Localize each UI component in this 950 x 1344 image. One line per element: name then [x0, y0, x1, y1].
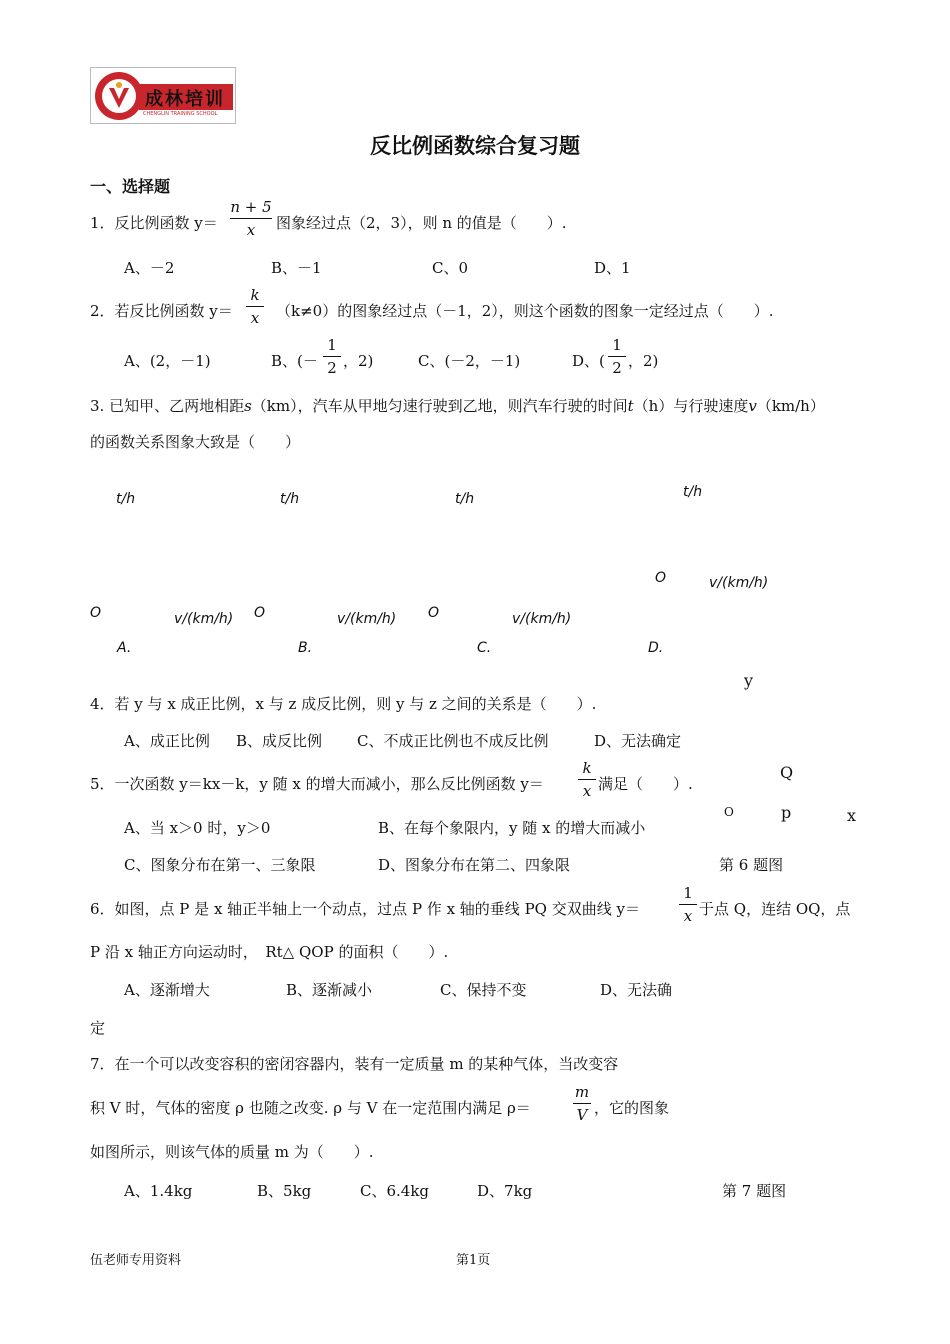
- q3-option-b[interactable]: B.: [298, 640, 313, 656]
- q2-frac-num: k: [250, 286, 260, 304]
- q1-option-c[interactable]: C、0: [432, 259, 469, 277]
- q5-stem-pre: 5．一次函数 y＝kx－k，y 随 x 的增大而减小，那么反比例函数 y＝: [90, 775, 544, 793]
- section-heading: 一、选择题: [90, 177, 171, 196]
- q6-fraction: [679, 884, 697, 925]
- footer-left: 伍老师专用资料: [90, 1253, 182, 1268]
- page-number: 第1页: [456, 1253, 491, 1268]
- q6-stem-pre: 6．如图，点 P 是 x 轴正半轴上一个动点，过点 P 作 x 轴的垂线 PQ 交双曲线 y＝: [90, 900, 640, 918]
- q7-option-b[interactable]: B、5kg: [257, 1182, 312, 1200]
- graph-a-y-label: t/h: [116, 491, 136, 507]
- q3-text-a: 3. 已知甲、乙两地相距: [90, 397, 245, 415]
- q3-stem-line1: [90, 395, 825, 416]
- logo-subtext: CHENGLIN TRAINING SCHOOL: [143, 111, 218, 117]
- graph-c-y-label: t/h: [455, 491, 475, 507]
- q6-option-d-tail: 定: [90, 1019, 106, 1037]
- q7-frac-num: m: [574, 1083, 590, 1101]
- page-title: 反比例函数综合复习题: [370, 134, 580, 158]
- graph-c-origin: O: [428, 605, 440, 621]
- q7-option-c[interactable]: C、6.4kg: [360, 1182, 430, 1200]
- q2-option-b-den: 2: [327, 359, 337, 377]
- graph-b-x-label: v/(km/h): [337, 611, 397, 627]
- q7-stem-line1: 7．在一个可以改变容积的密闭容器内，装有一定质量 m 的某种气体，当改变容: [90, 1055, 619, 1073]
- q7-option-a[interactable]: A、1.4kg: [124, 1182, 193, 1200]
- graph-a-origin: O: [90, 605, 102, 621]
- q7-fraction: [573, 1083, 591, 1124]
- q5-stem-post: 满足（ ）.: [598, 775, 693, 793]
- q2-stem-pre: 2．若反比例函数 y＝: [90, 302, 233, 320]
- q5-frac-den: x: [582, 782, 592, 800]
- q3-var-t: t: [627, 397, 634, 415]
- q3-stem-line2: 的函数关系图象大致是（ ）: [90, 433, 301, 451]
- q5-option-d[interactable]: D、图象分布在第二、四象限: [378, 856, 571, 874]
- q2-option-d-fraction: [608, 336, 626, 377]
- graph-d-x-label: v/(km/h): [709, 575, 769, 591]
- q5-fraction: [578, 759, 596, 800]
- fig6-p-label: p: [781, 803, 792, 822]
- fig6-caption: 第 6 题图: [719, 856, 784, 874]
- fig6-origin-label: O: [724, 805, 734, 819]
- q2-stem-post: （k≠0）的图象经过点（－1，2），则这个函数的图象一定经过点（ ）.: [276, 302, 774, 320]
- q6-stem-post: 于点 Q，连结 OQ，点: [699, 900, 851, 918]
- graph-d-y-label: t/h: [683, 484, 703, 500]
- fig6-y-label: y: [744, 671, 754, 690]
- q3-text-b: （km），汽车从甲地匀速行驶到乙地，则汽车行驶的时间: [251, 397, 628, 415]
- q3-var-s: s: [244, 397, 252, 415]
- fig7-caption: 第 7 题图: [722, 1182, 787, 1200]
- graph-b-y-label: t/h: [280, 491, 300, 507]
- graph-d-origin: O: [655, 570, 667, 586]
- q4-stem: 4．若 y 与 x 成正比例，x 与 z 成反比例，则 y 与 z 之间的关系是（ ）.: [90, 695, 597, 713]
- q6-option-b[interactable]: B、逐渐减小: [286, 981, 373, 999]
- q7-stem-line2b: ，它的图象: [594, 1099, 670, 1117]
- q5-option-a[interactable]: A、当 x＞0 时，y＞0: [124, 819, 271, 837]
- q6-frac-den: x: [683, 907, 693, 925]
- q3-option-a[interactable]: A.: [117, 640, 132, 656]
- graph-c-x-label: v/(km/h): [512, 611, 572, 627]
- graph-b-origin: O: [254, 605, 266, 621]
- q7-frac-den: V: [576, 1106, 588, 1124]
- q2-option-d-pre[interactable]: D、(: [572, 352, 605, 370]
- q1-stem-pre: 1．反比例函数 y＝: [90, 214, 218, 232]
- school-logo: [90, 67, 236, 124]
- q6-option-d[interactable]: D、无法确: [600, 981, 673, 999]
- q4-option-a[interactable]: A、成正比例: [124, 732, 210, 750]
- q2-option-d-den: 2: [612, 359, 622, 377]
- q2-frac-den: x: [250, 309, 260, 327]
- q2-fraction: [246, 286, 264, 327]
- q1-option-a[interactable]: A、－2: [124, 259, 175, 277]
- q1-option-d[interactable]: D、1: [594, 259, 631, 277]
- q5-frac-num: k: [582, 759, 592, 777]
- q3-option-c[interactable]: C.: [477, 640, 492, 656]
- q6-frac-num: 1: [683, 884, 693, 902]
- q6-option-a[interactable]: A、逐渐增大: [124, 981, 210, 999]
- q4-option-b[interactable]: B、成反比例: [236, 732, 323, 750]
- q5-option-c[interactable]: C、图象分布在第一、三象限: [124, 856, 316, 874]
- q1-fraction: [230, 198, 272, 239]
- q2-option-b-post[interactable]: ，2): [343, 352, 374, 370]
- fig6-q-label: Q: [780, 763, 794, 782]
- q3-var-v: v: [748, 397, 757, 415]
- logo-text: 成林培训: [145, 89, 225, 110]
- q7-option-d[interactable]: D、7kg: [477, 1182, 533, 1200]
- q3-text-c: （h）与行驶速度: [633, 397, 749, 415]
- q4-option-d[interactable]: D、无法确定: [594, 732, 682, 750]
- q5-option-b[interactable]: B、在每个象限内，y 随 x 的增大而减小: [378, 819, 646, 837]
- q1-option-b[interactable]: B、－1: [271, 259, 322, 277]
- q1-stem-post: 图象经过点（2，3），则 n 的值是（ ）.: [276, 214, 567, 232]
- q4-option-c[interactable]: C、不成正比例也不成反比例: [357, 732, 549, 750]
- q3-option-d[interactable]: D.: [648, 640, 664, 656]
- q3-text-d: （km/h）: [756, 397, 825, 415]
- q6-option-c[interactable]: C、保持不变: [440, 981, 527, 999]
- graph-a-x-label: v/(km/h): [174, 611, 234, 627]
- q7-stem-line2a: 积 V 时，气体的密度 ρ 也随之改变. ρ 与 V 在一定范围内满足 ρ＝: [90, 1099, 531, 1117]
- q1-frac-den: x: [246, 221, 256, 239]
- q1-frac-num: n + 5: [230, 198, 272, 216]
- q2-option-b-fraction: [323, 336, 341, 377]
- q7-stem-line3: 如图所示，则该气体的质量 m 为（ ）.: [90, 1143, 374, 1161]
- q6-stem-line2: P 沿 x 轴正方向运动时， Rt△ QOP 的面积（ ）.: [90, 943, 449, 961]
- fig6-x-label: x: [847, 806, 857, 825]
- q2-option-c[interactable]: C、(－2，－1): [418, 352, 521, 370]
- q2-option-d-num: 1: [612, 336, 622, 354]
- q2-option-b-num: 1: [327, 336, 337, 354]
- q2-option-d-post[interactable]: ，2): [628, 352, 659, 370]
- q2-option-a[interactable]: A、(2，－1): [124, 352, 211, 370]
- q2-option-b-pre[interactable]: B、(－: [271, 352, 318, 370]
